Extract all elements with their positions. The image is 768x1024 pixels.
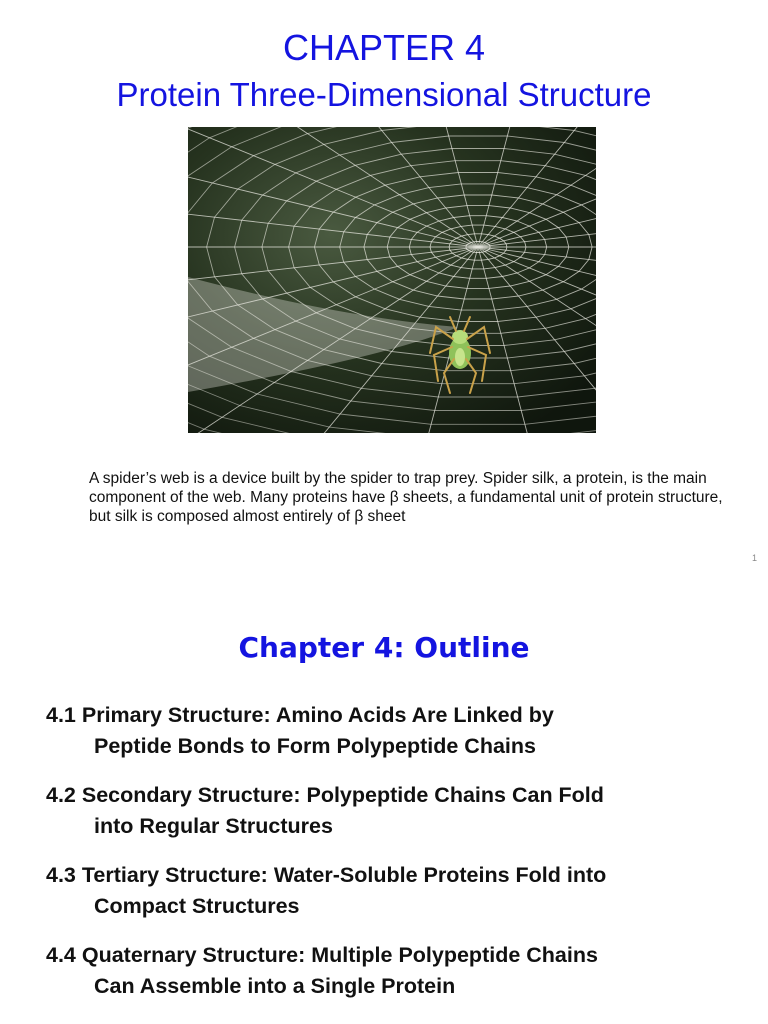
spider-web-illustration	[188, 127, 596, 433]
outline-item-line: 4.2 Secondary Structure: Polypeptide Chains Can Fold	[46, 783, 604, 807]
outline-item-line: Peptide Bonds to Form Polypeptide Chains	[94, 733, 536, 758]
chapter-title: CHAPTER 4	[282, 27, 486, 68]
outline-item-line: 4.4 Quaternary Structure: Multiple Polypeptide Chains	[46, 943, 598, 967]
outline-item-line: into Regular Structures	[94, 813, 333, 838]
outline-title: Chapter 4: Outline	[238, 631, 530, 664]
spider-web-photo	[188, 127, 596, 433]
outline-list	[46, 700, 746, 1020]
chapter-subtitle: Protein Three-Dimensional Structure	[116, 76, 652, 113]
outline-item-line: 4.3 Tertiary Structure: Water-Soluble Proteins Fold into	[46, 863, 607, 887]
slide-number: 1	[752, 553, 758, 563]
outline-item-4-2	[46, 780, 746, 841]
outline-item-line: Can Assemble into a Single Protein	[94, 973, 456, 998]
outline-item-4-4	[46, 940, 746, 1001]
photo-caption: A spider’s web is a device built by the spider to trap prey. Spider silk, a protein, is the main component of the web. Many proteins have β sheets, a fundamental unit of protein structure, but silk is composed almost entirely of β sheet	[89, 470, 723, 525]
outline-item-4-1	[46, 700, 746, 761]
outline-item-4-3	[46, 860, 746, 921]
outline-item-line: Compact Structures	[94, 893, 300, 918]
outline-item-line: 4.1 Primary Structure: Amino Acids Are Linked by	[46, 703, 554, 727]
